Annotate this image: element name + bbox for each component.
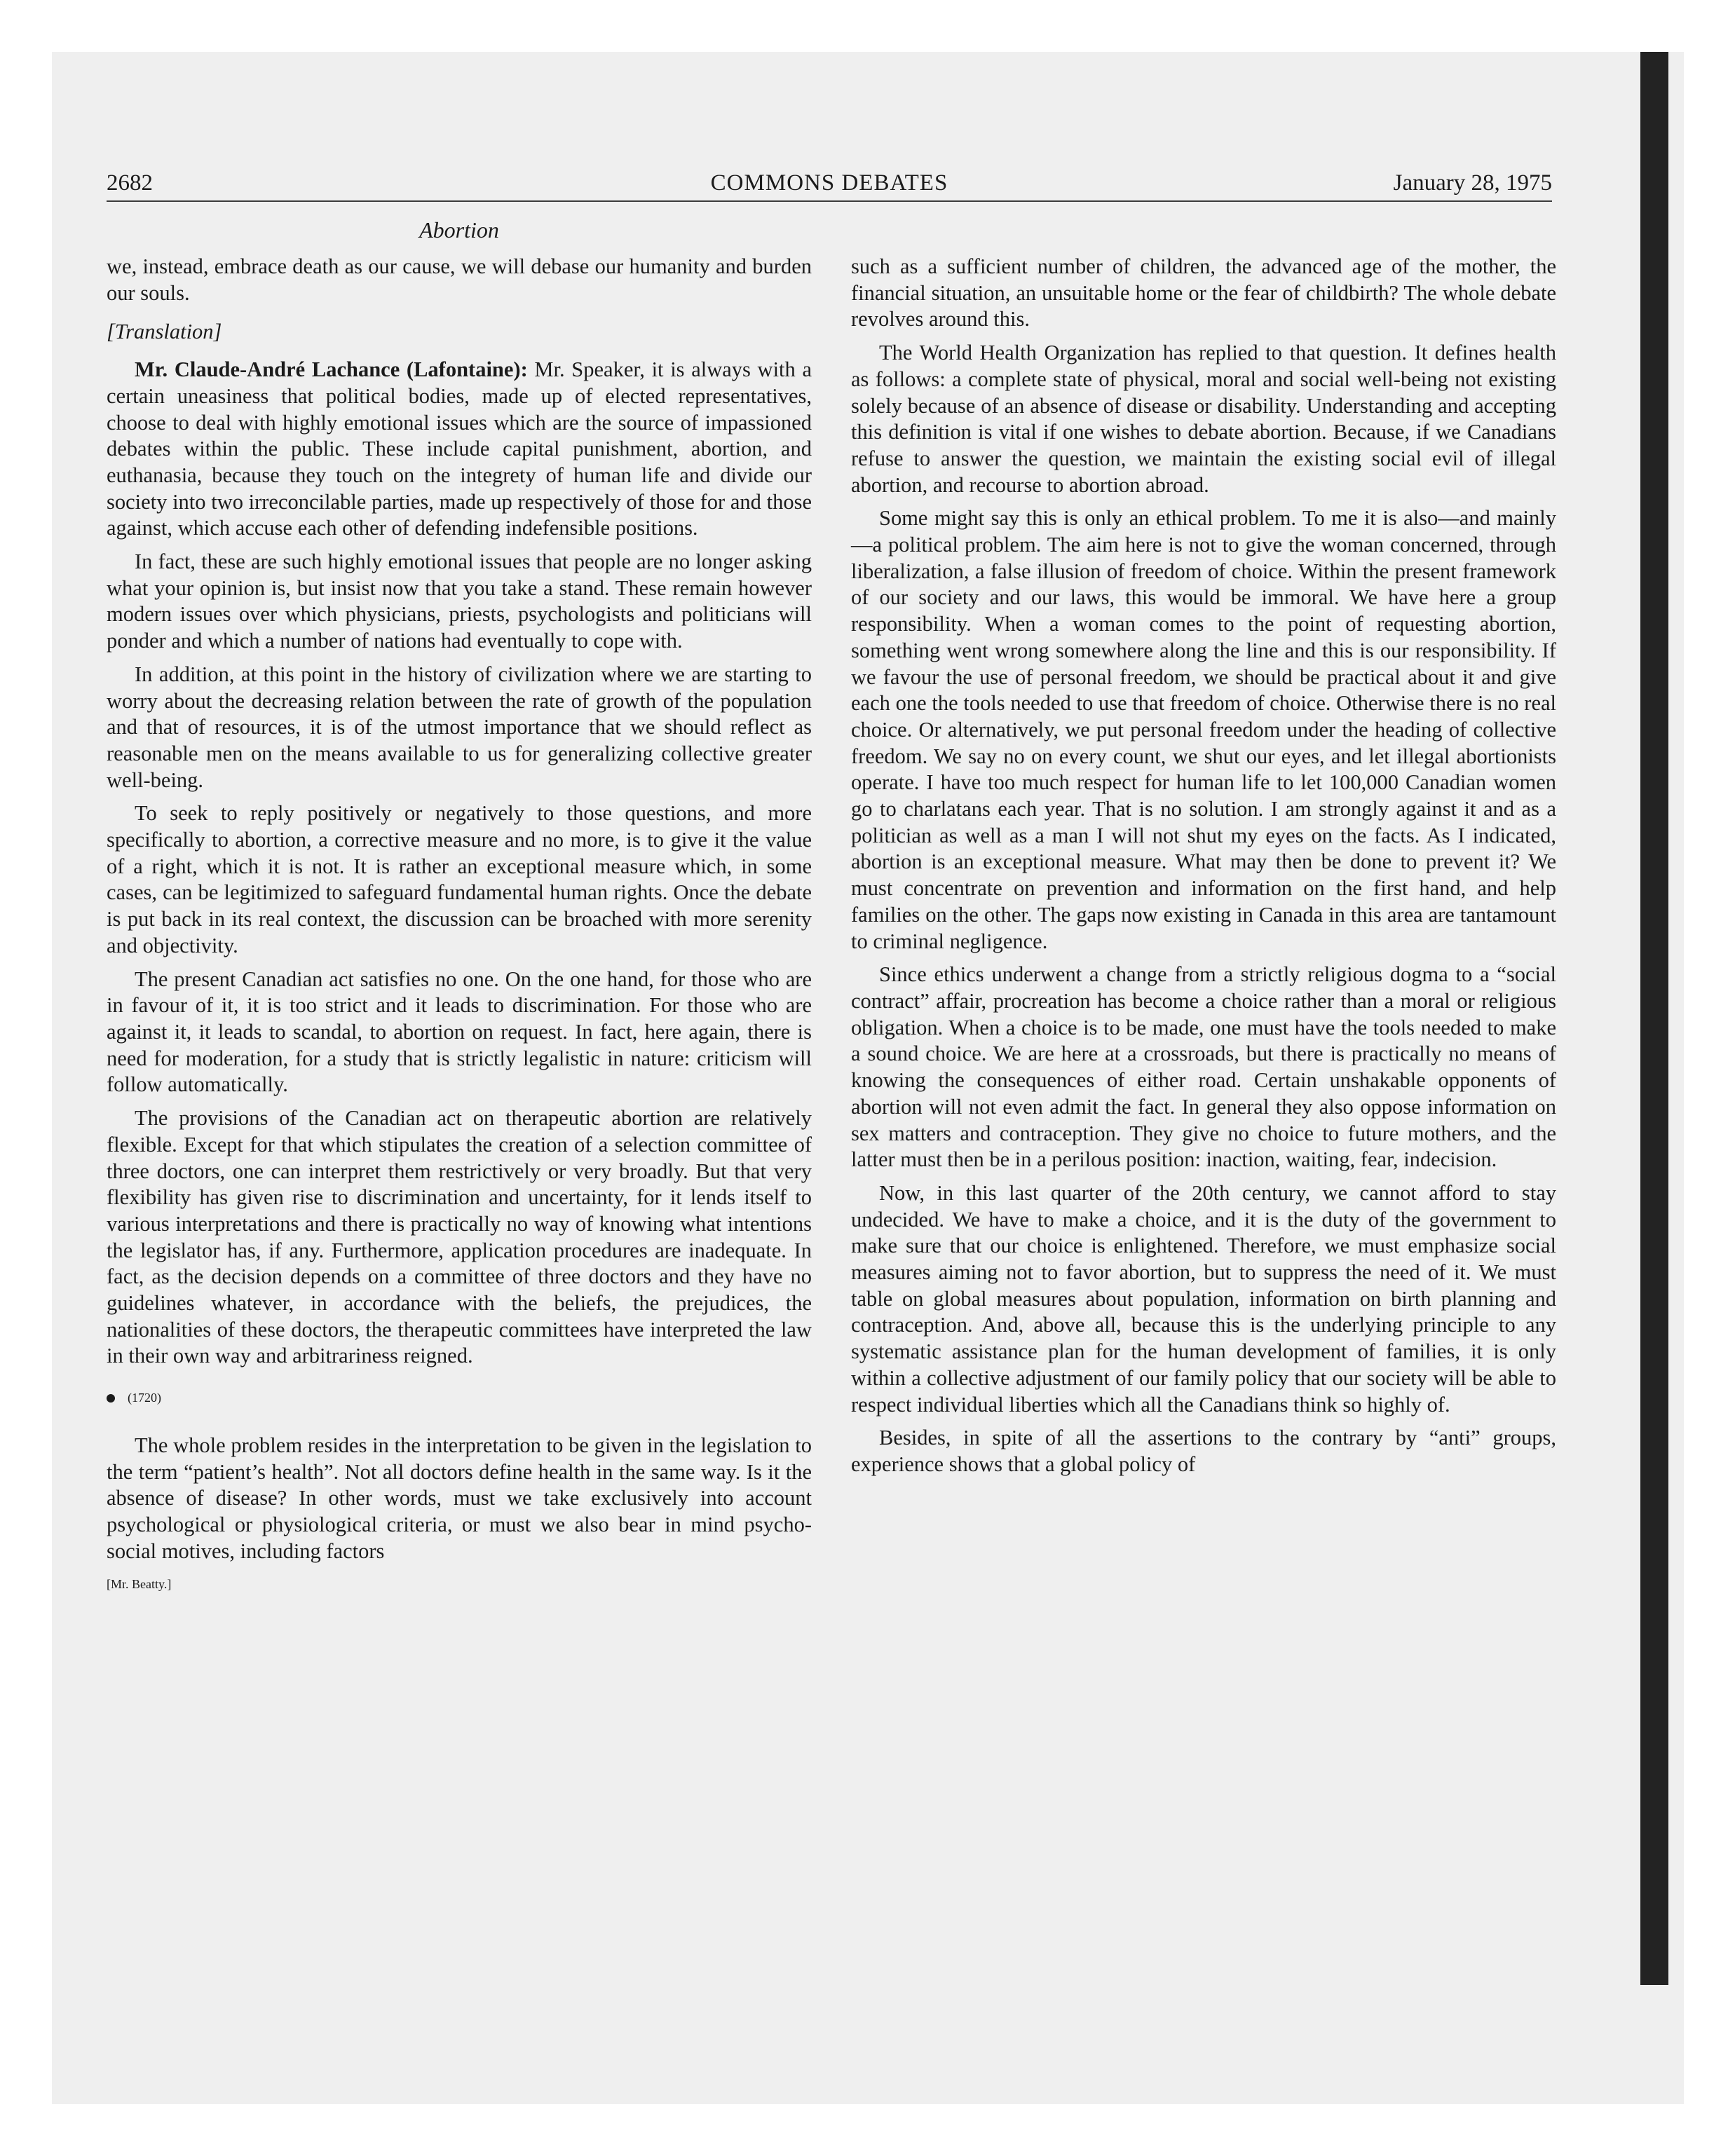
paragraph: The provisions of the Canadian act on therapeutic abortion are relatively flexible. Except for that which stipulates the creation of a selection committee of three doctors, one can interpret them restrictively or very broadly. But that very flexibility has given rise to discrimination and uncertainty, for it lends itself to various interpretations and there is practically no way of knowing what intentions the legislator has, if any. Furthermore, application procedures are inadequate. In fact, as the decision depends on a committee of three doctors and they have no guidelines whatever, in accordance with the beliefs, the prejudices, the nationalities of these doctors, the therapeutic committees have interpreted the law in their own way and arbitrariness reigned. <box>107 1106 812 1368</box>
publication-date: January 28, 1975 <box>1393 170 1552 196</box>
paragraph <box>107 357 812 542</box>
paragraph: Besides, in spite of all the assertions to the contrary by “anti” groups, experience shows that a global policy of <box>851 1426 1556 1476</box>
paragraph: The present Canadian act satisfies no one. On the one hand, for those who are in favour of it, it is too strict and it leads to discrimination. For those who are against it, it leads to scandal, to abortion on request. In fact, here again, there is need for moderation, for a study that is strictly legalistic in nature: criticism will follow automatically. <box>107 967 812 1097</box>
speaker-footer-note: [Mr. Beatty.] <box>107 1577 172 1592</box>
page-header <box>107 161 1552 202</box>
paragraph: we, instead, embrace death as our cause, we will debase our humanity and burden our souls. <box>107 254 812 305</box>
timestamp-marker <box>107 1385 812 1412</box>
bullet-icon <box>107 1394 115 1403</box>
left-column <box>107 254 812 1598</box>
translation-note: [Translation] <box>107 320 222 344</box>
speaker-name: Mr. Claude-André Lachance (Lafontaine): <box>135 357 528 382</box>
scan-edge-shadow <box>1640 52 1668 1985</box>
paragraph: The World Health Organization has replied to that question. It defines health as follows: a complete state of physical, moral and social well-being not existing solely because of an absence of disease or disability. Understanding and accepting this definition is vital if one wishes to debate abortion. Because, if we Canadians refuse to answer the question, we maintain the existing social evil of illegal abortion, and recourse to abortion abroad. <box>851 341 1556 497</box>
section-title: Abortion <box>419 217 499 243</box>
paragraph: such as a sufficient number of children, the advanced age of the mother, the financial situation, an unsuitable home or the fear of childbirth? The whole debate revolves around this. <box>851 254 1556 332</box>
paragraph: In addition, at this point in the history of civilization where we are starting to worry about the decreasing relation between the rate of growth of the population and that of resources, it is of the utmost importance that we should reflect as reasonable men on the means available to us for generalizing collective greater well-being. <box>107 662 812 792</box>
publication-title: COMMONS DEBATES <box>710 170 948 196</box>
page-number: 2682 <box>107 170 153 196</box>
paragraph: Some might say this is only an ethical problem. To me it is also—and mainly—a political problem. The aim here is not to give the woman concerned, through liberalization, a false illusion of freedom of choice. Within the present framework of our society and our laws, this would be immoral. We have here a group responsibility. When a woman comes to the point of requesting abortion, something went wrong somewhere along the line and this is our responsibility. If we favour the use of personal freedom, we should be practical about it and give each one the tools needed to use that freedom of choice. Otherwise there is no real choice. Or alternatively, we put personal freedom under the heading of collective freedom. We say no on every count, we shut our eyes, and let illegal abortionists operate. I have too much respect for human life to let 100,000 Canadian women go to charlatans each year. That is no solution. I am strongly against it and as a politician as well as a man I will not shut my eyes on the facts. As I indicated, abortion is an exceptional measure. What may then be done to prevent it? We must concentrate on prevention and information on the first hand, and help families on the other. The gaps now existing in Canada in this area are tantamount to criminal negligence. <box>851 506 1556 953</box>
paragraph: To seek to reply positively or negatively to those questions, and more specifically to abortion, a corrective measure and no more, is to give it the value of a right, which it is not. It is rather an exceptional measure which, in some cases, can be legitimized to safeguard fundamental human rights. Once the debate is put back in its real context, the discussion can be broached with more serenity and objectivity. <box>107 801 812 957</box>
right-column <box>851 254 1556 1485</box>
paragraph: Now, in this last quarter of the 20th century, we cannot afford to stay undecided. We have to make a choice, and it is the duty of the government to make sure that our choice is enlightened. Therefore, we must emphasize social measures aiming not to favor abortion, but to suppress the need of it. We must table on global measures about population, information on birth planning and contraception. And, above all, because this is the underlying principle to any systematic assistance plan for the human development of families, it is only within a collective adjustment of our family policy that our society will be able to respect individual liberties which all the Canadians think so highly of. <box>851 1180 1556 1417</box>
paragraph: In fact, these are such highly emotional issues that people are no longer asking what your opinion is, but insist now that you take a stand. These remain however modern issues over which physicians, priests, psychologists and politicians will ponder and which a number of nations had eventually to cope with. <box>107 550 812 653</box>
timestamp-text: (1720) <box>128 1391 161 1405</box>
speech-text: Mr. Speaker, it is always with a certain uneasiness that political bodies, made up of elected representatives, choose to deal with highly emotional issues which are the source of impassioned debates within the public. These include capital punishment, abortion, and euthanasia, because they touch on the integrety of human life and divide our society into two irreconcilable parties, made up respectively of those for and those against, which accuse each other of defending indefensible positions. <box>107 357 812 540</box>
paragraph: Since ethics underwent a change from a strictly religious dogma to a “social contract” affair, procreation has become a choice rather than a moral or religious obligation. When a choice is to be made, one must have the tools needed to make a sound choice. We are here at a crossroads, but there is practically no means of knowing the consequences of either road. Certain unshakable opponents of abortion will not even admit the fact. In general they also oppose information on sex matters and contraception. They give no choice to future mothers, and the latter must then be in a perilous position: inaction, waiting, fear, indecision. <box>851 962 1556 1172</box>
paragraph: The whole problem resides in the interpretation to be given in the legislation to the term “patient’s health”. Not all doctors define health in the same way. Is it the absence of disease? In other words, must we take exclusively into account psychological or physiological criteria, or must we also bear in mind psycho-social motives, including factors <box>107 1433 812 1563</box>
